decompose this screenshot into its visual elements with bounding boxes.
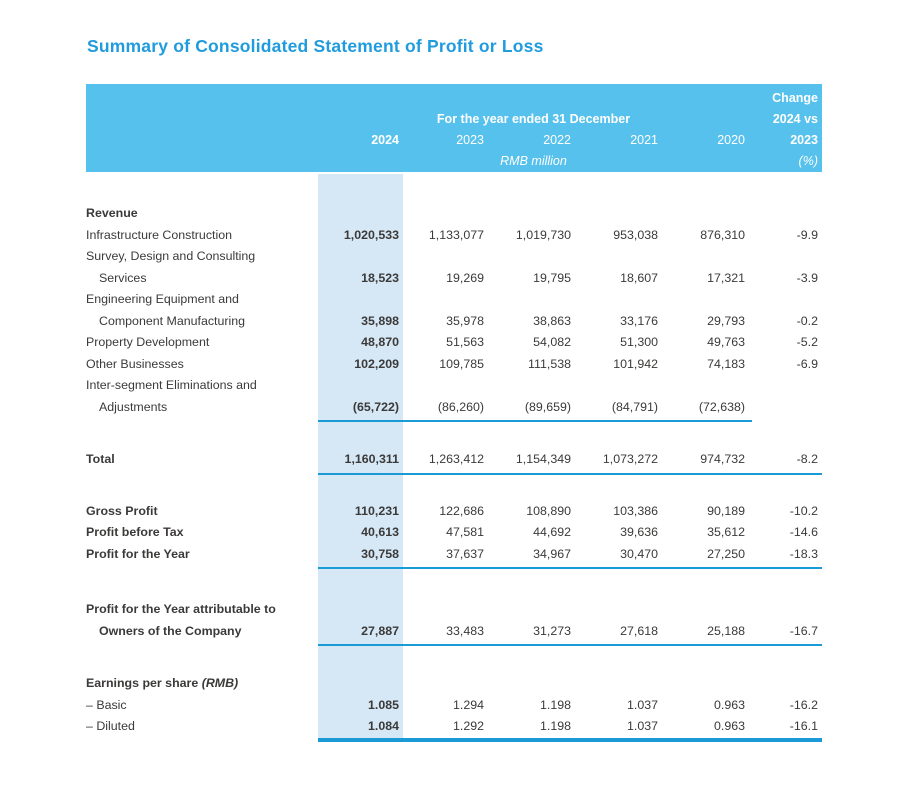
cell-change	[749, 397, 822, 419]
cell-2021: 1.037	[626, 719, 658, 733]
cell-2024: 30,758	[361, 546, 399, 561]
header-year-2023: 2023	[456, 132, 484, 147]
table-row	[86, 695, 822, 717]
page-title: Summary of Consolidated Statement of Profit or Loss	[87, 36, 544, 56]
cell-change: -5.2	[796, 335, 818, 349]
cell-2022: 108,890	[526, 503, 571, 518]
table-row	[86, 544, 822, 566]
row-label: Component Manufacturing	[99, 313, 246, 328]
cell-2024: 1,020,533	[343, 227, 399, 242]
table-header	[86, 84, 822, 172]
row-label: Survey, Design and Consulting	[86, 249, 256, 263]
cell-2022: 1.198	[539, 697, 571, 712]
table-row	[86, 203, 822, 225]
header-year-2021: 2021	[630, 132, 658, 147]
cell-2023: 1.294	[452, 697, 484, 712]
cell-2024: (65,722)	[352, 399, 399, 414]
cell-2021: 39,636	[620, 525, 658, 539]
table-row	[86, 673, 822, 695]
table-row	[86, 289, 822, 311]
row-label: Inter-segment Eliminations and	[86, 378, 257, 392]
row-label: Revenue	[86, 206, 138, 220]
cell-2023: 37,637	[446, 546, 484, 561]
cell-2024: 102,209	[354, 356, 399, 371]
cell-2023: 47,581	[446, 525, 484, 539]
table-row	[86, 225, 822, 247]
cell-2021: 103,386	[613, 503, 658, 518]
cell-2020: 17,321	[707, 270, 745, 285]
header-year-2022: 2022	[543, 132, 571, 147]
table-row	[86, 268, 822, 290]
cell-2023: 19,269	[446, 270, 484, 285]
cell-2021: (84,791)	[611, 399, 658, 414]
table-row	[86, 354, 822, 376]
cell-2021: 18,607	[620, 270, 658, 285]
cell-2022: 1,019,730	[515, 227, 571, 242]
cell-2020: 35,612	[707, 525, 745, 539]
table-body	[86, 172, 822, 742]
cell-2024: 1.085	[367, 697, 399, 712]
cell-2022: 19,795	[533, 270, 571, 285]
header-span-title: For the year ended 31 December	[436, 111, 631, 126]
cell-2024: 27,887	[361, 623, 399, 638]
cell-2024: 35,898	[361, 313, 399, 328]
header-change-unit: (%)	[798, 153, 818, 168]
table-row	[86, 397, 822, 419]
cell-2021: 51,300	[620, 335, 658, 349]
cell-2024: 110,231	[354, 503, 399, 518]
table-row	[86, 375, 822, 397]
cell-2023: 1,133,077	[428, 227, 484, 242]
cell-change: -16.7	[789, 623, 818, 638]
cell-change: -8.2	[796, 452, 818, 466]
cell-2020: 876,310	[700, 227, 745, 242]
cell-2021: 27,618	[620, 623, 658, 638]
cell-2021: 33,176	[620, 313, 658, 328]
cell-2023: 122,686	[439, 503, 484, 518]
spacer	[86, 422, 822, 449]
cell-2021: 1,073,272	[602, 452, 658, 466]
cell-2024: 48,870	[361, 335, 399, 349]
cell-2022: 1.198	[539, 719, 571, 733]
cell-2023: 51,563	[446, 335, 484, 349]
cell-2021: 101,942	[613, 356, 658, 371]
cell-2022: 34,967	[533, 546, 571, 561]
header-year-2024: 2024	[371, 132, 399, 147]
row-label: Property Development	[86, 335, 210, 349]
spacer	[86, 569, 822, 599]
cell-2023: 33,483	[446, 623, 484, 638]
cell-2020: 29,793	[707, 313, 745, 328]
cell-change: -16.1	[789, 719, 818, 733]
cell-2020: 90,189	[707, 503, 745, 518]
cell-2022: 1,154,349	[515, 452, 571, 466]
cell-2020: 27,250	[707, 546, 745, 561]
row-label: – Diluted	[86, 719, 135, 733]
cell-2022: 54,082	[533, 335, 571, 349]
cell-2021: 953,038	[613, 227, 658, 242]
cell-change: -0.2	[796, 313, 818, 328]
cell-2020: 74,183	[707, 356, 745, 371]
cell-2024: 40,613	[361, 525, 399, 539]
cell-2024: 1.084	[367, 719, 399, 733]
header-unit: RMB million	[500, 153, 567, 168]
row-label-italic: (RMB)	[198, 676, 239, 690]
cell-2021: 30,470	[620, 546, 658, 561]
cell-2023: 1,263,412	[428, 452, 484, 466]
cell-2023: 1.292	[452, 719, 484, 733]
cell-change: -6.9	[796, 356, 818, 371]
row-label: Services	[99, 270, 147, 285]
cell-2020: 25,188	[707, 623, 745, 638]
cell-2020: (72,638)	[698, 399, 745, 414]
cell-2020: 0.963	[713, 719, 745, 733]
row-label: Gross Profit	[86, 503, 158, 518]
cell-2022: 44,692	[533, 525, 571, 539]
cell-2023: (86,260)	[437, 399, 484, 414]
table-rule	[318, 738, 822, 742]
row-label: Profit before Tax	[86, 525, 184, 539]
header-change-label: Change	[772, 90, 818, 105]
cell-2021: 1.037	[626, 697, 658, 712]
table-row	[86, 311, 822, 333]
table-row	[86, 332, 822, 354]
row-label: Engineering Equipment and	[86, 292, 239, 306]
cell-2024: 18,523	[361, 270, 399, 285]
cell-change: -16.2	[789, 697, 818, 712]
table-row	[86, 599, 822, 621]
row-label: Owners of the Company	[99, 623, 242, 638]
header-change-vs: 2024 vs	[772, 111, 818, 126]
cell-change: -14.6	[789, 525, 818, 539]
row-label: – Basic	[86, 697, 127, 712]
row-label: Adjustments	[99, 399, 168, 414]
table-row	[86, 716, 822, 738]
table-row	[86, 621, 822, 643]
cell-change: -9.9	[796, 227, 818, 242]
cell-2020: 49,763	[707, 335, 745, 349]
cell-2023: 109,785	[439, 356, 484, 371]
table-row	[86, 246, 822, 268]
header-year-2020: 2020	[717, 132, 745, 147]
cell-2022: 31,273	[533, 623, 571, 638]
row-label: Infrastructure Construction	[86, 227, 232, 242]
table-row	[86, 522, 822, 544]
row-label: Other Businesses	[86, 356, 184, 371]
spacer	[86, 475, 822, 501]
cell-change: -10.2	[789, 503, 818, 518]
row-label: Earnings per share (RMB)	[86, 676, 239, 690]
cell-2022: 111,538	[528, 356, 571, 371]
cell-2020: 974,732	[700, 452, 745, 466]
cell-2020: 0.963	[713, 697, 745, 712]
spacer	[86, 646, 822, 673]
profit-loss-table	[86, 84, 822, 742]
table-row	[86, 449, 822, 471]
header-change-year: 2023	[790, 132, 818, 147]
cell-2024: 1,160,311	[344, 452, 399, 466]
row-label: Profit for the Year	[86, 546, 190, 561]
table-row	[86, 501, 822, 523]
row-label: Profit for the Year attributable to	[86, 602, 276, 616]
row-label: Total	[86, 452, 115, 466]
cell-2022: 38,863	[533, 313, 571, 328]
cell-2022: (89,659)	[524, 399, 571, 414]
cell-2023: 35,978	[446, 313, 484, 328]
cell-change: -18.3	[789, 546, 818, 561]
cell-change: -3.9	[796, 270, 818, 285]
